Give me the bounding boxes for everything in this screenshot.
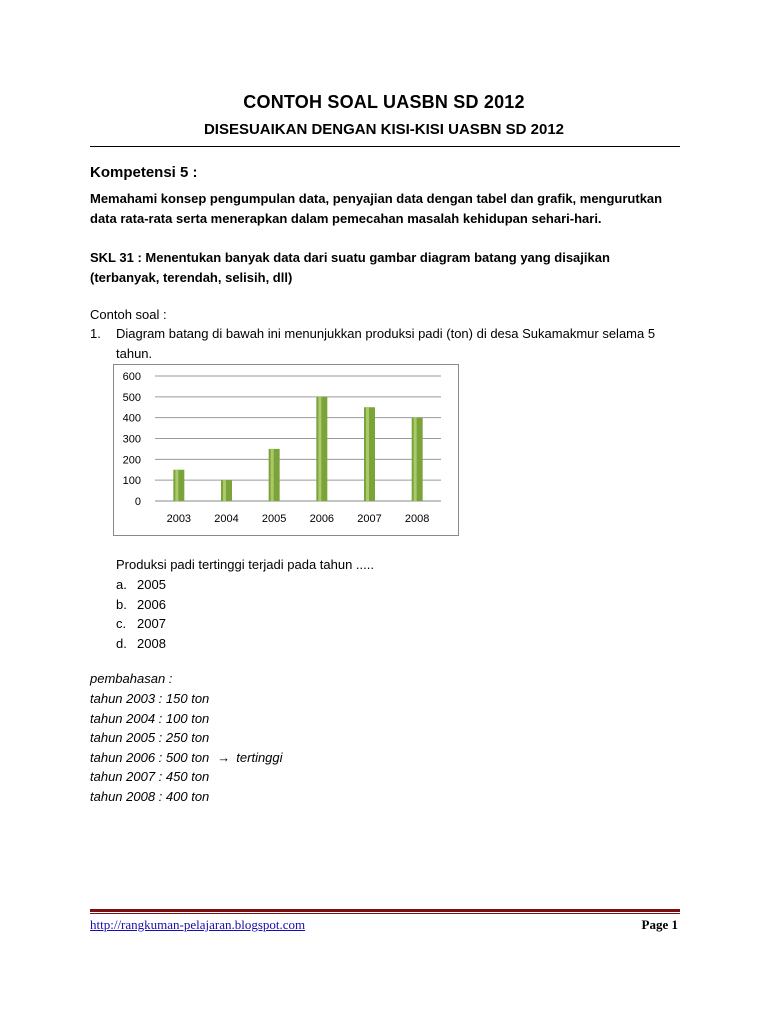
option-letter: b. xyxy=(116,596,127,612)
contoh-soal-label: Contoh soal : xyxy=(90,307,167,322)
pembahasan-line-text: tahun 2005 : 250 ton xyxy=(90,730,210,745)
y-tick-label: 500 xyxy=(122,391,141,404)
y-tick-label: 200 xyxy=(122,454,141,467)
option-letter: c. xyxy=(116,616,127,631)
pembahasan-line xyxy=(90,689,209,709)
option-letter: d. xyxy=(116,635,127,651)
pembahasan-label: pembahasan : xyxy=(90,671,173,686)
bar-highlight xyxy=(366,407,369,501)
page-number: Page 1 xyxy=(641,917,678,932)
bar-highlight xyxy=(175,470,178,501)
footer-divider-thick xyxy=(90,909,680,912)
document-title: CONTOH SOAL UASBN SD 2012 xyxy=(243,92,525,112)
document-subtitle: DISESUAIKAN DENGAN KISI-KISI UASBN SD 2012 xyxy=(203,121,565,138)
footer-divider-thin xyxy=(90,913,680,914)
bar-highlight xyxy=(271,449,274,501)
option-text: 2006 xyxy=(137,596,166,612)
pembahasan-line xyxy=(90,787,209,807)
bar-2003 xyxy=(173,470,184,501)
chart-frame xyxy=(114,365,459,536)
option-letter: a. xyxy=(116,577,127,592)
x-tick-label: 2003 xyxy=(166,513,192,525)
bar-2005 xyxy=(269,449,280,501)
header-divider xyxy=(90,146,680,147)
skl-text: SKL 31 : Menentukan banyak data dari suatu gambar diagram batang yang disajikan (terbanyak, terendah, selisih, dll) xyxy=(90,250,610,285)
y-tick-label: 0 xyxy=(134,496,141,508)
x-tick-label: 2004 xyxy=(214,513,239,525)
option-text: 2005 xyxy=(137,577,166,592)
option-text: 2007 xyxy=(137,616,166,631)
x-tick-label: 2007 xyxy=(357,513,382,525)
pembahasan-line xyxy=(90,728,209,748)
footer-link[interactable]: http://rangkuman-pelajaran.blogspot.com xyxy=(90,917,306,932)
y-tick-label: 100 xyxy=(122,475,141,488)
bar-2006 xyxy=(316,397,327,501)
y-tick-label: 400 xyxy=(122,412,141,425)
pembahasan-line xyxy=(90,767,209,787)
kompetensi-heading: Kompetensi 5 : xyxy=(90,164,198,181)
bar-highlight xyxy=(318,397,321,501)
pembahasan-line-text: tahun 2007 : 450 ton xyxy=(90,769,210,784)
option-text: 2008 xyxy=(137,635,166,651)
pembahasan-line-text: tahun 2003 : 150 ton xyxy=(90,691,210,706)
pembahasan-note: tertinggi xyxy=(236,749,283,765)
bar-highlight xyxy=(414,418,417,501)
y-tick-label: 600 xyxy=(122,371,141,383)
x-tick-label: 2008 xyxy=(404,513,430,525)
bar-2004 xyxy=(221,480,232,501)
question-prompt: Produksi padi tertinggi terjadi pada tahun ..... xyxy=(116,557,374,572)
pembahasan-line xyxy=(90,748,283,768)
bar-chart xyxy=(113,364,459,536)
x-tick-label: 2006 xyxy=(309,513,335,525)
pembahasan-line xyxy=(90,709,209,729)
arrow-right-icon: → xyxy=(217,749,231,765)
pembahasan-line-text: tahun 2008 : 400 ton xyxy=(90,788,210,804)
x-tick-label: 2005 xyxy=(261,513,287,525)
question-text: Diagram batang di bawah ini menunjukkan produksi padi (ton) di desa Sukamakmur selama 5 tahun. xyxy=(116,326,656,361)
bar-2008 xyxy=(412,418,423,501)
pembahasan-line-text: tahun 2004 : 100 ton xyxy=(90,710,210,726)
y-tick-label: 300 xyxy=(122,433,141,446)
bar-highlight xyxy=(223,480,226,501)
bar-2007 xyxy=(364,407,375,501)
pembahasan-line-text: tahun 2006 : 500 ton xyxy=(90,749,210,765)
question-number: 1. xyxy=(90,326,101,341)
kompetensi-description: Memahami konsep pengumpulan data, penyajian data dengan tabel dan grafik, mengurutkan data rata-rata serta menerapkan dalam pemecahan masalah kehidupan sehari-hari. xyxy=(90,191,663,226)
